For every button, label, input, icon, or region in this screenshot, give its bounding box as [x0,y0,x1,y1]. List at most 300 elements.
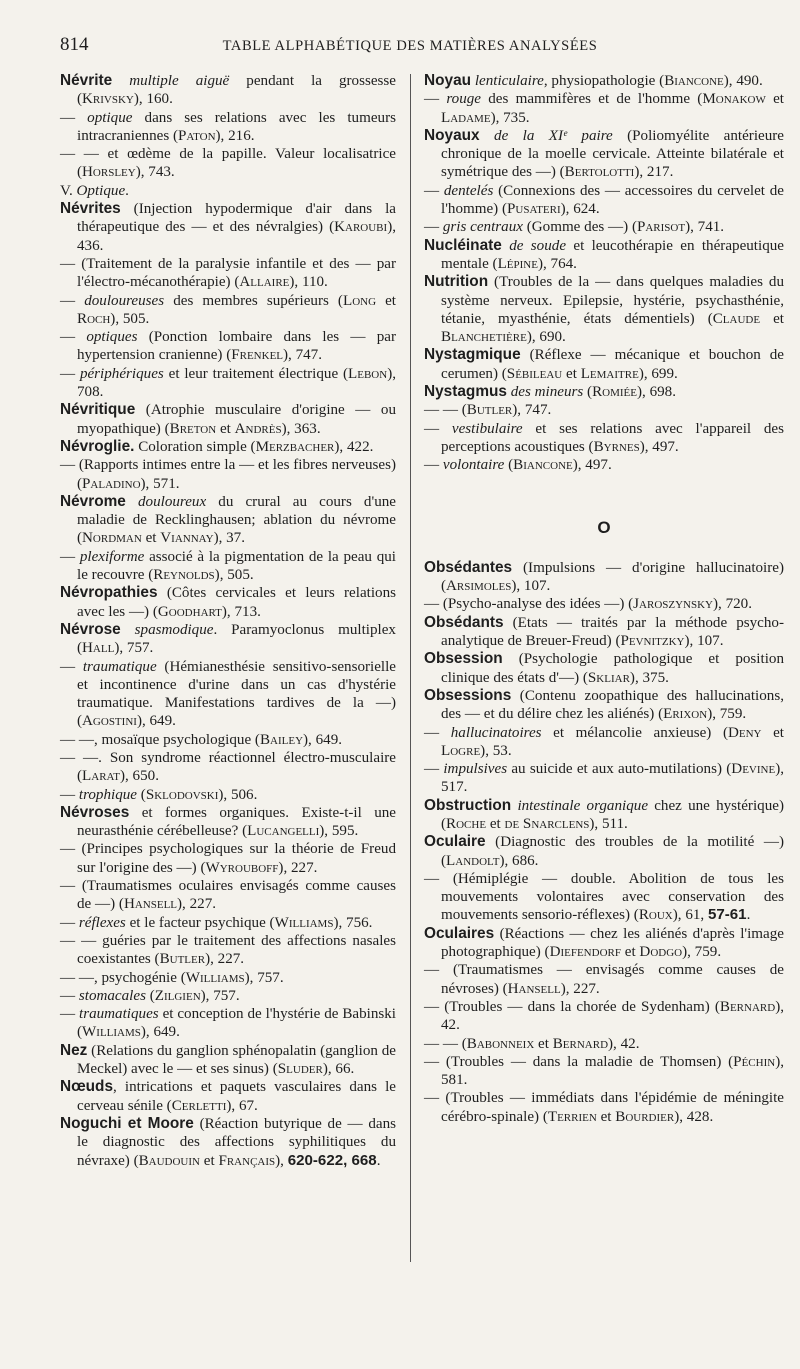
entry-text: — [60,292,85,309]
entry-headword: Noyau [424,72,472,89]
index-entry [424,1053,784,1090]
entry-text: (Atrophie musculaire d'origine — ou myopathique) ( [77,402,396,437]
entry-text: ), 698. [637,384,676,401]
entry-text: — [424,219,443,236]
entry-author: Breton [169,420,217,437]
entry-author: Baudouin [138,1152,200,1169]
index-entry [424,1035,784,1053]
entry-text: (Etats — traités par la méthode psycho-analytique de Breuer-Freud) ( [441,614,784,650]
entry-text: ), 649. [303,731,343,748]
entry-headword: Névrites [60,200,121,218]
entry-text: — [424,761,444,778]
entry-text: — [60,1006,79,1023]
entry-text: et [141,530,161,547]
entry-text: ), 743. [135,164,175,181]
entry-text: (Injection hypodermique d'air dans la thérapeutique des — et des névralgies) ( [77,201,396,236]
entry-qualifier: optique [87,109,133,126]
entry-author: Roche [446,815,487,832]
entry-text: et ses relations avec l'appareil des perceptions acoustiques ( [441,420,784,455]
entry-qualifier: de soude [509,237,567,254]
entry-author: Babonneix [466,1035,535,1052]
entry-author: Sluder [277,1061,323,1078]
entry-author: Hansell [507,980,561,997]
index-entry [424,456,784,474]
entry-text: ), 497. [639,438,679,455]
entry-author: Karoubi [334,219,388,236]
index-entry [60,365,396,402]
entry-text: ), 686. [499,852,539,869]
entry-text: ), 741. [685,219,725,236]
entry-author: Romiée [592,384,637,401]
entry-text: ), 42. [608,1035,640,1052]
entry-text: (Ponction lombaire dans les — par hypertension cranienne) ( [77,329,396,364]
entry-text [480,128,494,144]
entry-text: — —. Son syndrome réactionnel électro-musculaire ( [60,749,396,785]
entry-qualifier: traumatique [82,658,157,675]
index-entry [60,987,396,1005]
entry-author: Bernard [552,1035,609,1052]
entry-text: des mammifères et de l'homme ( [481,91,703,108]
entry-author: Larat [82,768,120,785]
entry-author: Long [342,292,377,309]
entry-text: ), 66. [322,1061,355,1078]
entry-text: — (Troubles — dans la maladie de Thomsen) ( [424,1053,734,1070]
entry-text: ), 490. [723,73,763,89]
entry-author: Claude [712,310,761,327]
entry-author: Wyrouboff [205,859,279,876]
entry-headword: Obsédantes [424,558,513,576]
entry-text: ), 649. [140,1024,180,1041]
entry-author: Lebon [348,365,388,382]
index-entry [60,932,396,969]
index-entry [60,109,396,146]
entry-author: de Snarclens [504,815,590,832]
entry-text: ), 757. [114,640,154,657]
entry-text: ), [275,1152,288,1169]
index-entry [424,346,784,383]
entry-headword: Nez [60,1041,88,1059]
entry-text: ), 422. [334,438,374,455]
entry-text: — [424,724,451,741]
entry-headword: Névropathies [60,584,158,602]
entry-text: ), 571. [140,475,180,492]
entry-headword: Obsession [424,650,503,668]
entry-qualifier: hallucinatoires [450,724,542,741]
entry-author: Frenkel [231,347,284,364]
entry-text: (Connexions des — accessoires du cervelet de l'homme) ( [441,182,784,218]
entry-author: Paton [178,127,216,144]
entry-text: ), 227. [278,859,318,876]
entry-text: ), 436. [77,219,396,254]
entry-headword: Névroses [60,803,130,821]
entry-author: Sklodovski [145,786,219,803]
index-entry [60,877,396,914]
entry-author: Monakow [702,91,766,108]
entry-qualifier: douloureuses [84,292,165,309]
entry-author: Jaroszynsky [633,596,714,613]
index-entry [424,420,784,457]
entry-text: ), 61, [672,907,708,924]
entry-author: Ladame [441,109,491,126]
entry-text: , intrications et paquets vasculaires dans le cerveau sénile ( [77,1079,396,1114]
entry-qualifier: dentelés [443,182,494,199]
index-entry [424,650,784,687]
entry-headword: Oculaires [424,924,495,942]
entry-author: Bernard [719,998,776,1015]
entry-author: Sébileau [506,365,563,382]
entry-text: — (Psycho-analyse des idées —) ( [424,596,634,613]
index-entry [424,998,784,1035]
entry-text: — [60,987,79,1004]
entry-qualifier: gris centraux [442,219,523,236]
entry-text: ), 227. [177,896,217,913]
entry-text: — [60,548,80,565]
index-entry [424,687,784,724]
entry-author: Blanchetière [441,329,527,346]
index-entry [60,840,396,877]
entry-text: — (Troubles — dans la chorée de Sydenham) ( [424,998,720,1015]
entry-page-ref: 620-622, 668 [287,1151,377,1169]
entry-author: Lemaitre [580,365,639,382]
entry-text: — (Hémiplégie — double. Abolition de tous les mouvements volontaires avec conservation des mouvements sensorio-réflexes) ( [424,870,784,924]
entry-text: . [376,1152,381,1169]
entry-text: ( [504,457,514,474]
entry-headword: Névroglie. [60,437,135,455]
entry-text: ), 764. [537,255,577,272]
entry-text: ), 690. [526,329,566,346]
entry-author: Paladino [82,475,141,492]
entry-text: ), 107. [684,633,724,650]
entry-text: ), 624. [560,201,600,218]
entry-text: ), 53. [480,742,512,759]
entry-qualifier: plexiforme [79,548,145,565]
index-entry [424,182,784,219]
entry-headword: Obsédants [424,613,504,631]
entry-author: Roux [638,907,673,924]
index-entry [60,401,396,438]
entry-text: — [424,182,444,199]
entry-text [121,622,135,638]
entry-text: et [765,91,785,108]
entry-text: . Paramyoclonus multiplex ( [77,621,396,657]
entry-headword: Nucléinate [424,236,502,254]
index-entry [424,383,784,401]
entry-headword: Noguchi et Moore [60,1114,194,1132]
entry-headword: Névrite [60,72,113,89]
entry-author: Lucangelli [247,823,320,840]
index-entry [60,1078,396,1115]
entry-text: et [216,420,235,437]
entry-author: Horsley [82,164,136,181]
entry-text: ), 227. [560,980,600,997]
entry-text: chez une hystérique) ( [441,797,784,832]
entry-text: ), 759. [682,944,722,961]
entry-text: ( [137,786,146,803]
entry-text: (Diagnostic des troubles de la motilité —) ( [441,834,784,869]
index-entry [60,145,396,182]
entry-qualifier: optiques [86,329,138,346]
index-entry [60,731,396,749]
index-entry [60,658,396,731]
entry-text: (Réflexe — mécanique et bouchon de cerumen) ( [441,347,784,382]
entry-author: Pusateri [507,201,561,218]
entry-qualifier: intestinale organique [517,797,649,814]
entry-author: Pevnitzky [620,633,685,650]
entry-headword: Névrome [60,492,126,510]
index-entry [60,255,396,292]
entry-text: associé à la pigmentation de la peau qui le recouvre ( [77,548,396,584]
entry-author: Skliar [587,669,630,686]
entry-text: Coloration simple ( [134,438,256,455]
entry-text: et [486,815,505,832]
index-entry [60,438,396,456]
entry-text: . [125,182,129,199]
entry-author: Logre [441,742,481,759]
index-entry [60,1115,396,1170]
entry-text: ), 649. [136,713,176,730]
entry-author: Devine [731,761,776,778]
index-entry [60,804,396,841]
right-column [424,72,784,1126]
index-entry [60,72,396,109]
entry-text: des membres supérieurs ( [164,292,343,309]
entry-text: ), 759. [707,706,747,723]
entry-qualifier: trophique [78,786,138,803]
index-entry [60,200,396,255]
entry-author: Bertolotti [564,164,635,181]
entry-text: ), 708. [77,365,397,401]
index-entry [60,456,396,493]
entry-author: Cerletti [171,1097,227,1114]
entry-text: ( [145,987,155,1004]
entry-text: et leur traitement électrique ( [163,365,349,382]
entry-text: ), 757. [200,987,240,1004]
index-entry [424,870,784,925]
entry-author: Deny [727,724,762,741]
entry-text: ), 107. [511,578,551,595]
entry-text: — [60,658,83,675]
entry-text: ), 747. [512,402,552,419]
index-entry [60,584,396,621]
entry-author: Arsimoles [446,578,512,595]
entry-text: — [60,365,80,382]
entry-author: Krivsky [82,91,134,108]
index-entry [60,493,396,548]
entry-text: , physiopathologie ( [543,73,665,89]
entry-text: ), 497. [572,457,612,474]
section-letter: O [597,517,611,537]
entry-qualifier: impulsives [443,761,508,778]
entry-author: Roch [77,310,111,327]
entry-text: et [376,292,397,309]
entry-text: et mélancolie anxieuse) ( [541,724,728,741]
index-entry [424,127,784,182]
entry-text: — [60,786,79,803]
entry-headword: Oculaire [424,833,486,851]
index-entry [424,760,784,797]
index-entry [60,548,396,585]
entry-text: (Hémianesthésie sensitivo-sensorielle et incontinence d'urine dans un cas d'hystérie traumatique. Manifestations tardives de la —) ( [77,658,396,730]
entry-text: — (Principes psychologiques sur la théorie de Freud sur l'origine des —) ( [60,841,396,876]
entry-text: — (Troubles — immédiats dans l'épidémie de méningite cérébro-spinale) ( [424,1090,784,1125]
index-entry [60,969,396,987]
index-entry [424,401,784,419]
entry-text: ), 720. [713,596,753,613]
entry-text: (Impulsions — d'origine hallucinatoire) ( [441,559,784,595]
entry-headword: Obstruction [424,796,512,814]
entry-text: — [424,457,443,474]
entry-text: et [200,1152,219,1169]
entry-text: — (Traumatismes oculaires envisagés comme causes de —) ( [60,878,396,913]
entry-author: Williams [82,1024,141,1041]
entry-author: Byrnes [593,438,640,455]
entry-author: Butler [159,951,206,968]
entry-text: et [562,365,581,382]
entry-text: ), 713. [221,603,261,620]
entry-author: Andrès [234,420,282,437]
entry-author: Lépine [497,255,538,272]
index-entry [424,273,784,346]
page-number: 814 [60,34,89,55]
entry-text: (Réactions — chez les aliénés d'après l'image photographique) ( [441,925,784,961]
entry-text: — — ( [424,402,467,419]
entry-text: ), 67. [226,1097,258,1114]
entry-qualifier: Optique [76,182,126,199]
entry-text: (Poliomyélite antérieure chronique de la moelle cervicale. Atteinte bilatérale et symétrique des —) ( [441,127,784,181]
entry-qualifier: volontaire [442,457,505,474]
entry-text: — — ( [424,1035,467,1052]
entry-qualifier: lenticulaire [474,73,544,89]
entry-text: et [761,724,785,741]
entry-text: ), 160. [133,91,173,108]
entry-text: — — guéries par le traitement des affections nasales coexistantes ( [60,932,396,968]
entry-text: et formes organiques. Existe-t-il une neurasthénie cérébelleuse? ( [77,804,396,840]
entry-text: (Relations du ganglion sphénopalatin (ganglion de Meckel) avec le — et ses sinus) ( [77,1042,396,1078]
entry-headword: Nutrition [424,273,489,291]
entry-author: Allaire [239,274,290,291]
entry-text: et [760,310,784,327]
entry-text: — — et œdème de la papille. Valeur localisatrice ( [60,146,396,181]
index-entry [60,914,396,932]
entry-text: (Troubles de la — dans quelques maladies du système nerveux. Epilepsie, hystérie, psychasthénie, tétanie, myasthénie, états démentiels) ( [441,274,784,327]
entry-text: et [534,1035,553,1052]
entry-text: — [60,914,79,931]
entry-text: ), 363. [281,420,321,437]
entry-text: (Gomme des —) ( [522,219,637,236]
entry-text: (Réaction butyrique de — dans le diagnostic des affections syphilitiques du névraxe) ( [77,1115,396,1169]
entry-text: ), 699. [638,365,678,382]
entry-author: Biancone [664,73,724,89]
entry-text: ), 217. [634,164,674,181]
running-title: TABLE ALPHABÉTIQUE DES MATIÈRES ANALYSÉES [222,38,598,54]
index-entry [60,621,396,658]
entry-headword: Noyaux [424,126,480,144]
index-entry [424,614,784,651]
entry-text: et le facteur psychique ( [125,914,275,931]
index-entry [60,328,396,365]
index-entry [60,292,396,329]
entry-text: ), 747. [283,347,323,364]
entry-author: Erixon [663,706,708,723]
entry-text: — [424,420,452,437]
page-header [60,34,760,60]
entry-text: ), 756. [333,914,373,931]
entry-text: ( [583,384,593,401]
entry-qualifier: vestibulaire [451,420,523,437]
entry-headword: Obsessions [424,686,512,704]
entry-text: — (Traitement de la paralysie infantile et des — par l'électro-mécanothérapie) ( [60,255,396,291]
entry-author: Landolt [446,852,500,869]
entry-author: Biancone [513,457,573,474]
entry-qualifier: des mineurs [510,384,584,401]
entry-qualifier: rouge [446,91,481,108]
entry-text: ), 735. [490,109,530,126]
entry-text: — [60,329,87,346]
entry-text: pendant la grossesse ( [77,73,396,108]
column-divider [410,74,411,1262]
entry-headword: Névrose [60,620,121,638]
entry-text: ), 216. [215,127,255,144]
entry-headword: Nystagmique [424,346,521,364]
entry-text: ), 505. [110,310,150,327]
entry-text: ), 757. [244,969,284,986]
entry-author: Dodgo [639,944,683,961]
entry-qualifier: douloureux [137,493,207,510]
entry-text [112,73,129,89]
entry-text: et conception de l'hystérie de Babinski ( [77,1006,397,1041]
entry-text: — —, mosaïque psychologique ( [60,731,260,748]
entry-author: Zilgien [154,987,201,1004]
entry-author: Williams [185,969,245,986]
entry-headword: Nœuds [60,1078,114,1096]
entry-author: Péchin [733,1053,776,1070]
entry-text: et leucothérapie en thérapeutique mentale ( [441,237,784,272]
index-entry [424,595,784,613]
index-entry [424,724,784,761]
entry-text: ), 581. [441,1053,784,1089]
entry-text: ), 428. [674,1108,714,1125]
entry-text: (Côtes cervicales et leurs relations avec les —) ( [77,585,396,620]
entry-author: Williams [274,914,334,931]
index-entry [424,1089,784,1126]
entry-text: et [596,1108,616,1125]
index-entry [424,925,784,962]
entry-qualifier: spasmodique [134,621,214,638]
entry-text: ), 375. [629,669,669,686]
index-entry [60,786,396,804]
entry-text: ), 511. [589,815,628,832]
entry-qualifier: stomacales [78,987,146,1004]
entry-author: Goodhart [157,603,222,620]
entry-qualifier: traumatiques [79,1006,159,1023]
index-entry [424,72,784,90]
index-entry [424,833,784,870]
entry-text [126,494,138,510]
entry-text: ), 517. [441,761,784,796]
entry-text: et [620,944,640,961]
entry-author: Merzbacher [255,438,335,455]
entry-text: — [60,109,88,126]
entry-text: (Psychologie pathologique et position clinique des états d'—) ( [441,651,784,686]
entry-text: ), 42. [441,998,784,1034]
entry-qualifier: périphériques [79,365,164,382]
index-entry [60,1005,396,1042]
entry-text: ), 227. [205,951,245,968]
index-entry [424,559,784,596]
entry-author: Bailey [259,731,304,748]
entry-qualifier: réflexes [78,914,126,931]
entry-text: du crural au cours d'une maladie de Recklinghausen; ablation du névrome ( [77,493,396,547]
